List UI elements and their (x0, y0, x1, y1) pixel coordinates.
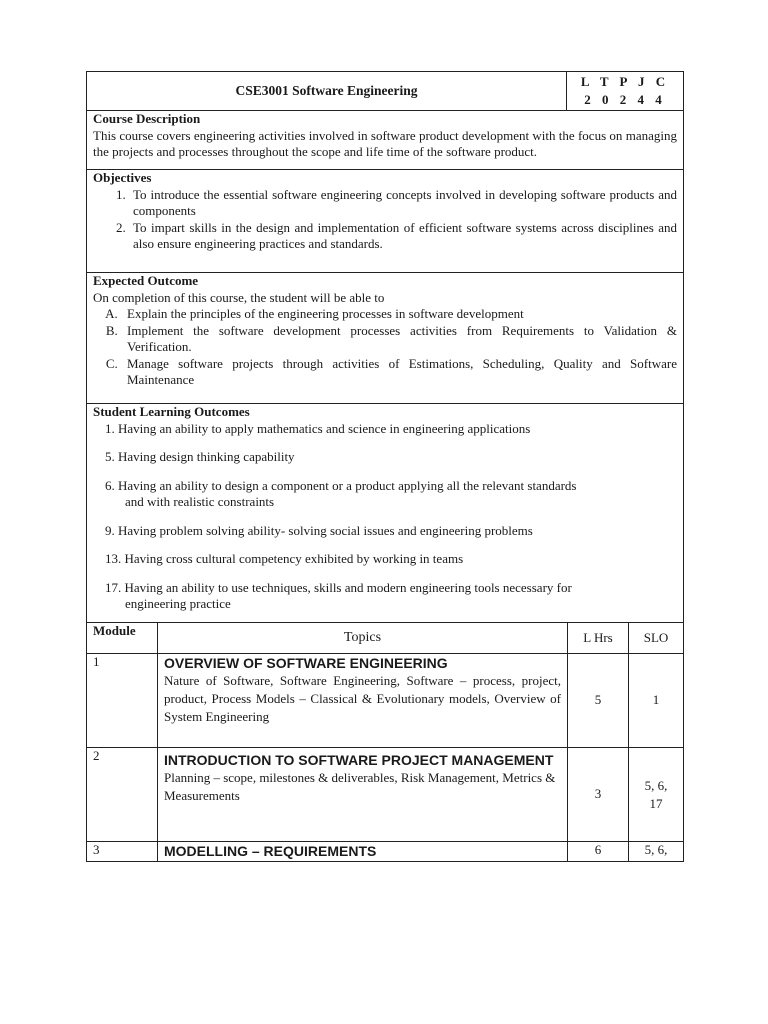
outcome-list (93, 306, 677, 389)
objectives-section (87, 170, 684, 273)
module-topics (158, 842, 568, 862)
slo-col-header: SLO (629, 623, 684, 654)
module-row (87, 748, 684, 842)
course-header-table (86, 71, 684, 623)
course-title: CSE3001 Software Engineering (87, 72, 567, 111)
outcome-item: A. Explain the principles of the engineering processes in software development (121, 306, 677, 323)
slo-item-line: 5. Having design thinking capability (105, 449, 295, 464)
module-number: 3 (87, 842, 158, 862)
slo-item (105, 580, 677, 613)
hrs-col-header: L Hrs (568, 623, 629, 654)
outcome-item: B. Implement the software development processes activities from Requirements to Validation & Verification. (121, 323, 677, 356)
module-topics (158, 748, 568, 842)
module-hours: 5 (568, 654, 629, 748)
slo-heading: Student Learning Outcomes (93, 404, 250, 419)
slo-item-line: 13. Having cross cultural competency exhibited by working in teams (105, 551, 464, 566)
slo-item-continuation: engineering practice (125, 596, 231, 611)
module-title: INTRODUCTION TO SOFTWARE PROJECT MANAGEMENT (164, 752, 554, 768)
slo-item-line: 6. Having an ability to design a component or a product applying all the relevant standards (105, 477, 577, 493)
outcome-heading: Expected Outcome (93, 273, 199, 288)
description-text: This course covers engineering activities involved in software product development with the focus on managing the projects and processes throughout the scope and life time of the software product. (93, 127, 677, 159)
objective-item: 1. To introduce the essential software engineering concepts involved in developing software products and components (129, 187, 677, 220)
slo-item-line: 17. Having an ability to use techniques, skills and modern engineering tools necessary for (105, 579, 572, 595)
objectives-list (93, 187, 677, 253)
outcome-item: C. Manage software projects through activities of Estimations, Scheduling, Quality and Software Maintenance (121, 356, 677, 389)
slo-item (105, 523, 677, 540)
expected-outcome-section (87, 273, 684, 404)
slo-section (87, 404, 684, 623)
syllabus-sheet (86, 71, 683, 862)
module-col-header: Module (87, 623, 158, 654)
ltpjc-labels: L T P J C (580, 74, 670, 89)
module-body: Planning – scope, milestones & deliverables, Risk Management, Metrics & Measurements (164, 770, 556, 803)
topics-col-header: Topics (158, 623, 568, 654)
objective-item: 2. To impart skills in the design and implementation of efficient software systems across disciplines and also ensure engineering practices and standards. (129, 220, 677, 253)
module-slo: 5, 6, (629, 842, 684, 862)
slo-item-continuation: and with realistic constraints (125, 494, 275, 509)
module-hours: 6 (568, 842, 629, 862)
module-number: 1 (87, 654, 158, 748)
slo-item-line: 1. Having an ability to apply mathematics and science in engineering applications (105, 420, 531, 436)
slo-list (93, 421, 677, 613)
slo-item (105, 449, 677, 466)
module-topics (158, 654, 568, 748)
modules-header-row (87, 623, 684, 654)
module-row (87, 654, 684, 748)
ltpjc-cell (567, 72, 684, 111)
module-title: OVERVIEW OF SOFTWARE ENGINEERING (164, 655, 448, 671)
module-number: 2 (87, 748, 158, 842)
module-slo: 5, 6, 17 (629, 748, 684, 842)
module-hours: 3 (568, 748, 629, 842)
outcome-intro: On completion of this course, the student will be able to (93, 289, 385, 305)
module-row (87, 842, 684, 862)
description-heading: Course Description (93, 111, 201, 126)
modules-table (86, 622, 684, 862)
slo-item (105, 421, 677, 438)
slo-item (105, 478, 677, 511)
module-title: MODELLING – REQUIREMENTS (164, 843, 377, 859)
module-body: Nature of Software, Software Engineering, Software – process, project, product, Process Models – Classical & Evolutionary models, Overview of System Engineering (164, 673, 561, 724)
slo-item (105, 551, 677, 568)
objectives-heading: Objectives (93, 170, 152, 185)
course-description-section (87, 111, 684, 170)
slo-item-line: 9. Having problem solving ability- solving social issues and engineering problems (105, 522, 533, 538)
module-slo: 1 (629, 654, 684, 748)
ltpjc-values: 2 0 2 4 4 (584, 92, 666, 107)
